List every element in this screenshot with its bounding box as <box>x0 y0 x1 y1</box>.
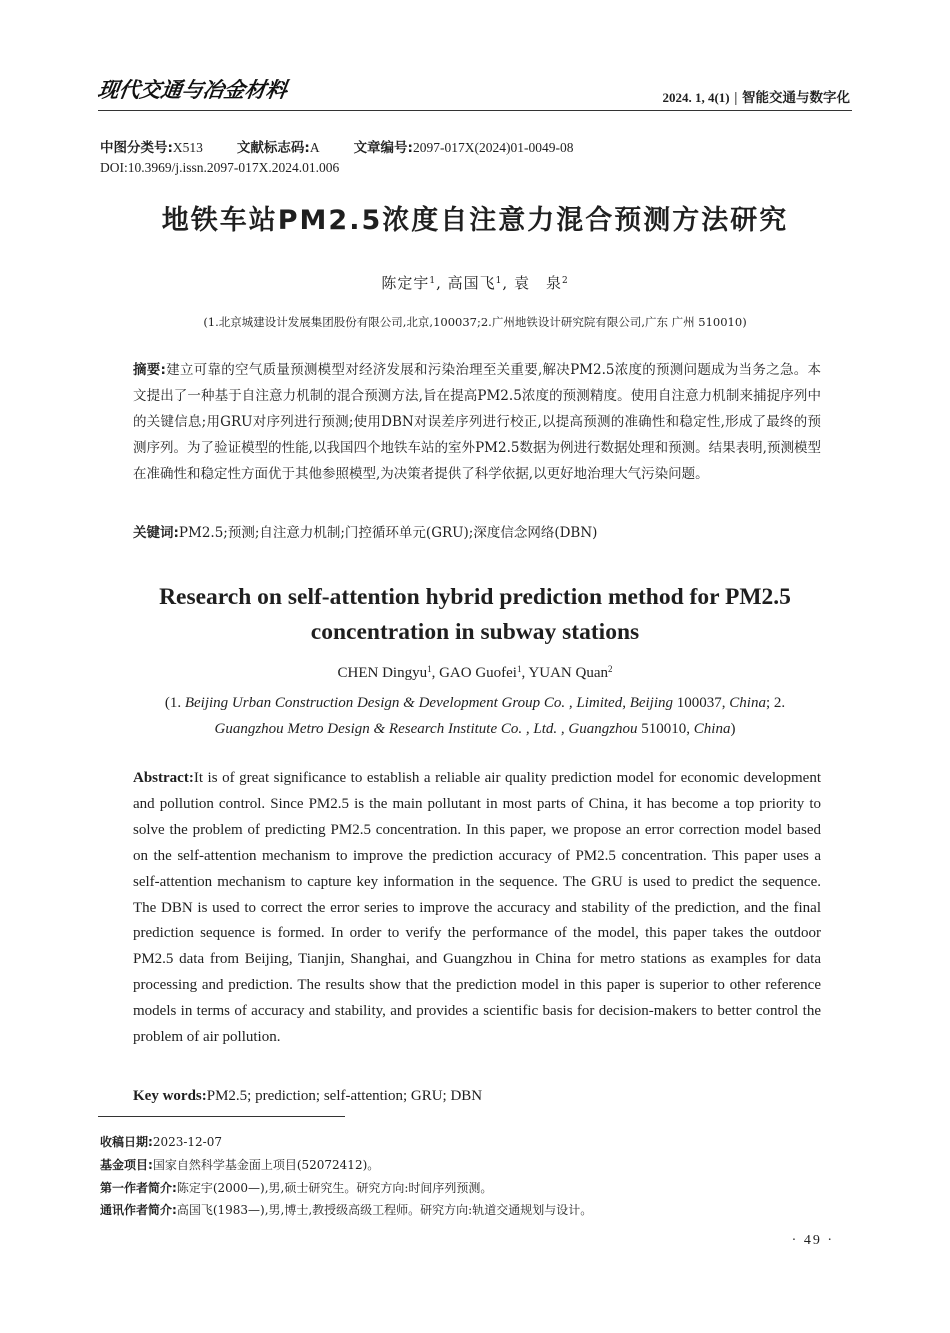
author-2-en: GAO Guofei <box>439 665 517 681</box>
title-chinese: 地铁车站PM2.5浓度自注意力混合预测方法研究 <box>161 205 789 236</box>
article-no-label: 文章编号: <box>353 140 413 156</box>
aff-close: ) <box>730 721 736 737</box>
author-sep: , <box>521 665 529 681</box>
author-1-en-affil: 1 <box>427 664 432 674</box>
author-3-en: YUAN Quan <box>528 665 609 681</box>
footnote-first-author <box>100 1179 492 1196</box>
footnote-fund <box>100 1156 379 1173</box>
author-sep: , <box>502 274 509 292</box>
abstract-english-text: It is of great significance to establish a reliable air quality prediction model for economic development and pollution control. Since PM2.5 is the main pollutant in most parts of China, it has become a top priority to solve the problem of predicting PM2.5 concentration. In this paper, we propose an error correction model based on the self-attention mechanism to improve the prediction accuracy of PM2.5 concentration. This paper uses a self-attention mechanism to capture key information in the sequence. The GRU is used to predict the sequence. The DBN is used to correct the error series to improve the accuracy and stability of the prediction, and the final prediction sequence is formed. In order to verify the performance of the model, this paper takes the outdoor PM2.5 data from Beijing, Tianjin, Shanghai, and Guangzhou in China for metro stations as examples for data processing and prediction. The results show that the prediction model in this paper is superior to other reference models in terms of accuracy and stability, and provides a scientific basis for decision-makers to better control the problem of air pollution. <box>133 770 821 1046</box>
author-2: 高国飞 <box>447 274 496 292</box>
corresponding-label: 通讯作者简介: <box>100 1203 177 1217</box>
article-no-value: 2097-017X(2024)01-0049-08 <box>412 140 574 155</box>
corresponding-value: 高国飞(1983—),男,博士,教授级高级工程师。研究方向:轨道交通规划与设计。 <box>176 1203 593 1217</box>
keywords-english-text: PM2.5; prediction; self-attention; GRU; DBN <box>206 1088 483 1104</box>
country-1: China <box>729 695 766 711</box>
institution-2: Guangzhou Metro Design & Research Institute Co. , Ltd. , Guangzhou <box>214 721 638 737</box>
running-header <box>98 70 852 111</box>
title-english-line-2: concentration in subway stations <box>310 619 640 645</box>
keywords-english-label: Key words: <box>133 1088 207 1104</box>
affiliation-chinese: (1.北京城建设计发展集团股份有限公司,北京,100037;2.广州地铁设计研究院有限公司,广东 广州 510010) <box>203 315 747 329</box>
keywords-chinese-label: 关键词: <box>133 525 179 541</box>
affiliation-english <box>140 690 810 742</box>
abstract-chinese <box>133 357 821 487</box>
author-1: 陈定宇 <box>381 274 430 292</box>
author-1-affil: 1 <box>429 276 437 286</box>
abstract-english <box>133 766 821 1051</box>
author-3: 袁 泉 <box>513 274 562 292</box>
aff-mid: ; 2. <box>765 695 786 711</box>
fund-label: 基金项目: <box>100 1158 153 1172</box>
fund-value: 国家自然科学基金面上项目(52072412)。 <box>152 1158 380 1172</box>
author-3-en-affil: 2 <box>608 664 613 674</box>
footnote-received <box>100 1133 222 1150</box>
abstract-english-label: Abstract: <box>133 770 194 786</box>
author-2-en-affil: 1 <box>516 664 522 674</box>
authors-english <box>0 665 950 682</box>
author-sep: , <box>431 665 440 681</box>
footnote-corresponding-author <box>100 1201 592 1218</box>
doc-code-value: A <box>309 140 320 155</box>
header-separator: | <box>733 91 738 106</box>
received-value: 2023-12-07 <box>152 1135 222 1149</box>
issue-number: 2024. 1, 4(1) <box>662 90 730 105</box>
section-name: 智能交通与数字化 <box>742 90 850 106</box>
issue-info <box>662 86 850 106</box>
first-author-label: 第一作者简介: <box>100 1181 177 1195</box>
author-2-affil: 1 <box>495 276 503 286</box>
doc-code-label: 文献标志码: <box>236 140 310 156</box>
aff-open: (1. <box>164 695 185 711</box>
doi-line <box>100 160 373 176</box>
abstract-chinese-text: 建立可靠的空气质量预测模型对经济发展和污染治理至关重要,解决PM2.5浓度的预测问题成为当务之急。本文提出了一种基于自注意力机制的混合预测方法,旨在提高PM2.5浓度的预测精度。使用自注意力机制来捕捉序列中的关键信息;用GRU对序列进行预测;使用DBN对误差序列进行校正,以提高预测的准确性和稳定性,形成了最终的预测序列。为了验证模型的性能,以我国四个地铁车站的室外PM2.5数据为例进行数据处理和预测。结果表明,预测模型在准确性和稳定性方面优于其他参照模型,为决策者提供了科学依据,以更好地治理大气污染问题。 <box>133 362 821 482</box>
zip-1: 100037, <box>673 695 730 711</box>
received-label: 收稿日期: <box>100 1135 153 1149</box>
title-english-line-1: Research on self-attention hybrid prediction method for PM2.5 <box>159 584 791 610</box>
journal-logo: 现代交通与冶金材料 <box>96 78 289 102</box>
page-number: · 49 · <box>791 1233 834 1248</box>
classification-line <box>100 136 607 156</box>
first-author-value: 陈定宇(2000—),男,硕士研究生。研究方向:时间序列预测。 <box>176 1181 493 1195</box>
institution-1: Beijing Urban Construction Design & Development Group Co. , Limited, Beijing <box>184 695 674 711</box>
country-2: China <box>693 721 731 737</box>
doi: DOI:10.3969/j.issn.2097-017X.2024.01.006 <box>100 160 340 175</box>
title-english <box>0 580 950 650</box>
author-1-en: CHEN Dingyu <box>337 665 428 681</box>
footnote-divider <box>98 1116 345 1117</box>
keywords-chinese-text: PM2.5;预测;自注意力机制;门控循环单元(GRU);深度信念网络(DBN) <box>178 525 598 541</box>
clc-value: X513 <box>172 140 203 155</box>
keywords-english <box>133 1084 821 1110</box>
author-sep: , <box>436 274 442 292</box>
authors-chinese <box>0 272 950 293</box>
keywords-chinese <box>133 520 821 546</box>
abstract-chinese-label: 摘要: <box>133 362 166 378</box>
author-3-affil: 2 <box>561 276 569 286</box>
zip-2: 510010, <box>637 721 694 737</box>
clc-label: 中图分类号: <box>100 140 173 156</box>
